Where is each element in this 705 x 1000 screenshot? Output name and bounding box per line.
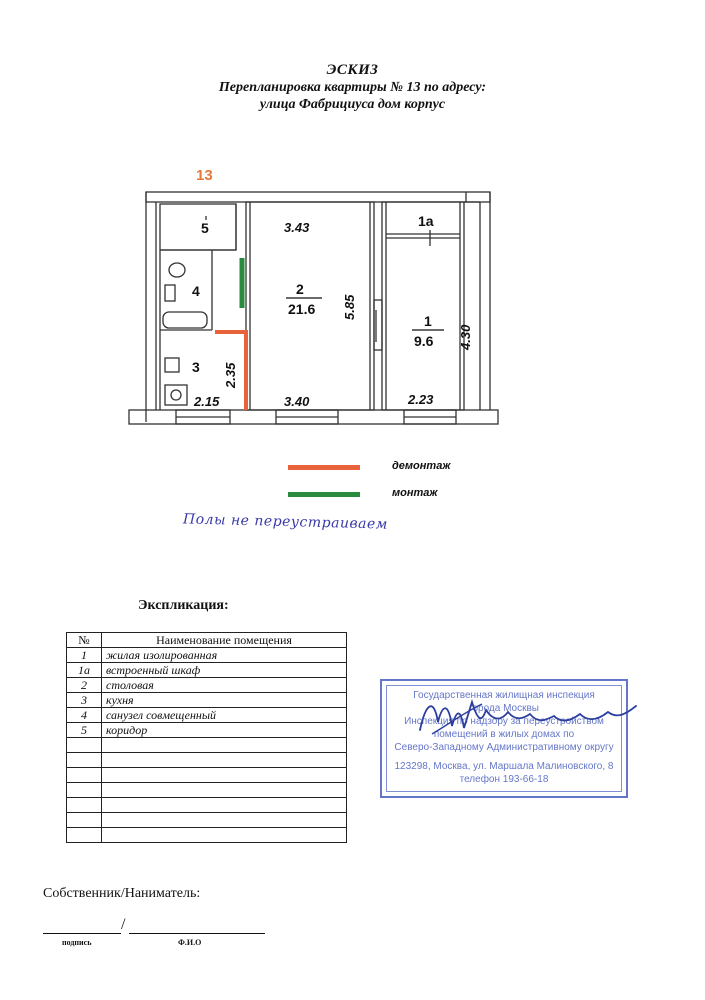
row-name: коридор xyxy=(102,723,347,738)
row-name: кухня xyxy=(102,693,347,708)
document-subtitle-line1: Перепланировка квартиры № 13 по адресу: xyxy=(218,80,487,95)
room-1-label: 1 xyxy=(424,313,432,329)
stamp-line3: Инспекция по надзору за переустройством xyxy=(404,716,604,727)
install-swatch xyxy=(288,492,360,497)
signature-caption: подпись xyxy=(62,938,92,947)
stamp-line5: Северо-Западному Административному округу xyxy=(394,742,614,753)
document-subtitle-line2: улица Фабрициуса дом корпус xyxy=(259,97,446,112)
stamp-line7: телефон 193-66-18 xyxy=(459,774,549,785)
stamp-line6: 123298, Москва, ул. Маршала Малиновского, 8 xyxy=(394,761,614,772)
document-title: ЭСКИЗ xyxy=(326,62,379,78)
demolition-swatch xyxy=(288,465,360,470)
stamp-line1: Государственная жилищная инспекция xyxy=(413,690,595,701)
table-row-empty xyxy=(67,738,347,753)
dim-343: 3.43 xyxy=(284,220,310,235)
table-header-row xyxy=(67,633,347,648)
room-2-area: 21.6 xyxy=(288,301,316,317)
owner-label: Собственник/Наниматель: xyxy=(43,886,201,901)
table-row xyxy=(67,663,347,678)
explication-table xyxy=(66,632,347,843)
table-row xyxy=(67,648,347,663)
row-num: 3 xyxy=(67,693,102,708)
room-2-label: 2 xyxy=(296,281,304,297)
table-row-empty xyxy=(67,813,347,828)
table-row-empty xyxy=(67,828,347,843)
col-name-header: Наименование помещения xyxy=(102,633,347,648)
row-num: 1 xyxy=(67,648,102,663)
header xyxy=(0,62,705,113)
dim-215: 2.15 xyxy=(194,394,220,409)
dim-235: 2.35 xyxy=(223,362,238,388)
row-num: 5 xyxy=(67,723,102,738)
room-1a-label: 1а xyxy=(418,213,434,229)
room-1-area: 9.6 xyxy=(414,333,434,349)
stamp-line2: города Москвы xyxy=(469,703,539,714)
table-row xyxy=(67,708,347,723)
col-num-header: № xyxy=(67,633,102,648)
demolition-label: демонтаж xyxy=(392,460,451,472)
handwritten-signature xyxy=(412,692,642,742)
explication-title: Экспликация: xyxy=(138,598,229,613)
legend-demolition xyxy=(288,460,588,480)
separator-slash: / xyxy=(121,916,126,933)
dim-223: 2.23 xyxy=(408,392,434,407)
dim-585: 5.85 xyxy=(342,294,357,320)
table-row xyxy=(67,678,347,693)
stamp-line4: помещений в жилых домах по xyxy=(433,729,575,740)
fio-caption: Ф.И.О xyxy=(178,938,202,947)
room-3-label: 3 xyxy=(192,359,200,375)
room-5-label: 5 xyxy=(201,220,209,236)
apartment-number: 13 xyxy=(196,167,213,184)
fio-line xyxy=(129,933,265,934)
dim-430: 4.30 xyxy=(458,324,473,350)
row-name: столовая xyxy=(102,678,347,693)
row-name: жилая изолированная xyxy=(102,648,347,663)
row-name: встроенный шкаф xyxy=(102,663,347,678)
dim-340: 3.40 xyxy=(284,394,310,409)
room-4-label: 4 xyxy=(192,283,200,299)
row-num: 1а xyxy=(67,663,102,678)
row-num: 4 xyxy=(67,708,102,723)
table-row-empty xyxy=(67,783,347,798)
legend-install xyxy=(288,487,588,507)
handwritten-note: Полы не переустраиваем xyxy=(182,511,389,533)
install-label: монтаж xyxy=(392,487,438,499)
table-row-empty xyxy=(67,753,347,768)
row-num: 2 xyxy=(67,678,102,693)
table-row-empty xyxy=(67,798,347,813)
table-row xyxy=(67,723,347,738)
signature-line xyxy=(43,933,121,934)
row-name: санузел совмещенный xyxy=(102,708,347,723)
floor-plan xyxy=(0,160,705,445)
table-row-empty xyxy=(67,768,347,783)
table-row xyxy=(67,693,347,708)
